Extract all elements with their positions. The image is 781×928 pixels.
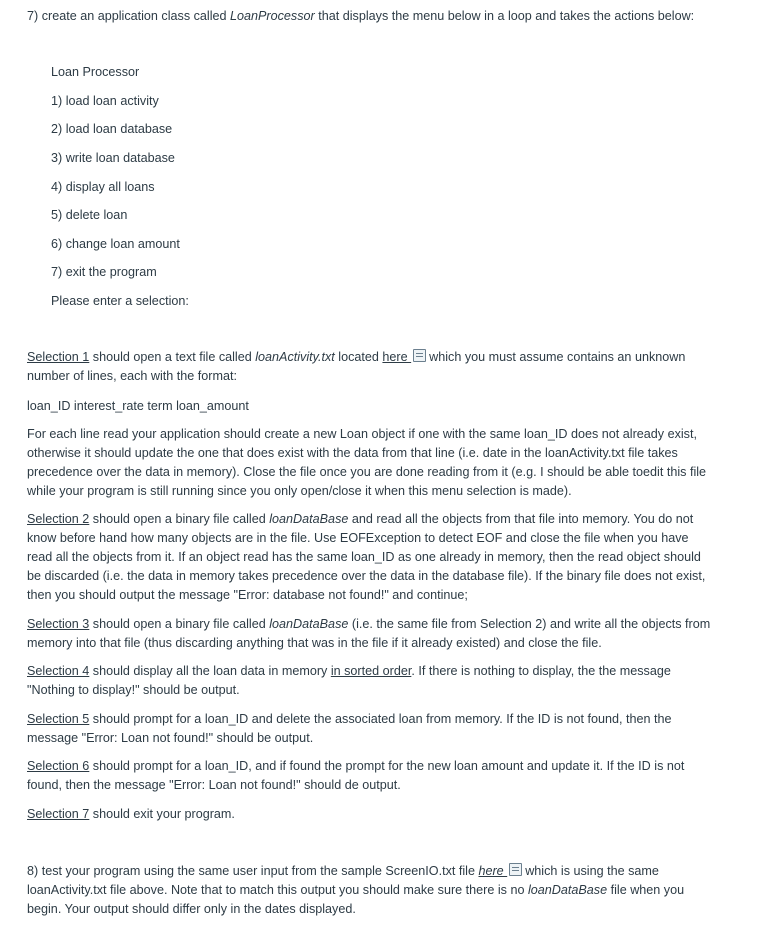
each-line-paragraph: For each line read your application should create a new Loan object if one with the same loan_ID does not already exist, otherwise it should update the one that does exist with the data from that line (i.e. date in the loanActivity.txt file takes precedence over the data in memory). Close the file once you are done reading from it (e.g. I should be able toedit this file while your program is still running since you only open/close it when this menu selection is made). [27, 427, 707, 498]
menu-item-6: 6) change loan amount [51, 237, 180, 251]
selection-3-label: Selection 3 [27, 617, 90, 631]
selection-3-paragraph: Selection 3 should open a binary file called loanDataBase (i.e. the same file from Selection 2) and write all the objects from memory into that file (thus discarding anything that was in the file if it already existed) and close the file. [27, 617, 711, 650]
selection-6-paragraph: Selection 6 should prompt for a loan_ID, and if found the prompt for the new loan amount and update it. If the ID is not found, then the message "Error: Loan not found!" should de output. [27, 759, 685, 792]
menu-item-7: 7) exit the program [51, 265, 157, 279]
question-7-heading: 7) create an application class called LoanProcessor that displays the menu below in a loop and takes the actions below: [27, 9, 695, 23]
menu-title: Loan Processor [51, 65, 140, 79]
loan-activity-link[interactable]: here [382, 350, 412, 364]
screenio-link[interactable]: here [478, 864, 508, 878]
menu-item-3: 3) write loan database [51, 151, 175, 165]
menu-item-2: 2) load loan database [51, 122, 173, 136]
menu-prompt: Please enter a selection: [51, 294, 189, 308]
menu-item-4: 4) display all loans [51, 180, 155, 194]
menu-item-5: 5) delete loan [51, 208, 128, 222]
selection-5-label: Selection 5 [27, 712, 90, 726]
selection-5-paragraph: Selection 5 should prompt for a loan_ID and delete the associated loan from memory. If the ID is not found, then the message "Error: Loan not found!" should be output. [27, 712, 672, 745]
selection-4-paragraph: Selection 4 should display all the loan data in memory in sorted order. If there is nothing to display, the the message "Nothing to display!" should be output. [27, 664, 671, 697]
selection-1-paragraph: Selection 1 should open a text file called loanActivity.txt located here which you must assume contains an unknown number of lines, each with the format: [27, 350, 686, 383]
file-preview-icon[interactable] [413, 349, 426, 362]
selection-2-label: Selection 2 [27, 512, 90, 526]
class-name: LoanProcessor [230, 9, 315, 23]
selection-1-label: Selection 1 [27, 350, 90, 364]
selection-7-paragraph: Selection 7 should exit your program. [27, 807, 235, 821]
selection-4-label: Selection 4 [27, 664, 90, 678]
format-line: loan_ID interest_rate term loan_amount [27, 399, 249, 413]
file-preview-icon[interactable] [509, 863, 522, 876]
question-8-paragraph: 8) test your program using the same user input from the sample ScreenIO.txt file here which is using the same loanActivity.txt file above. Note that to match this output you should make sure there is no loanDataBase file when you begin. Your output should differ only in the dates displayed. [27, 864, 685, 916]
menu-item-1: 1) load loan activity [51, 94, 159, 108]
selection-7-label: Selection 7 [27, 807, 90, 821]
selection-2-paragraph: Selection 2 should open a binary file called loanDataBase and read all the objects from that file into memory. You do not know before hand how many objects are in the file. Use EOFException to detect EOF and close the file when you have read all the objects from it. If an object read has the same loan_ID as one already in memory, then the read object should be discarded (i.e. the data in memory takes precedence over the data in the database file). If the binary file does not exist, then you should output the message "Error: database not found!" and continue; [27, 512, 706, 602]
selection-6-label: Selection 6 [27, 759, 90, 773]
sorted-order-text: in sorted order [330, 664, 412, 678]
